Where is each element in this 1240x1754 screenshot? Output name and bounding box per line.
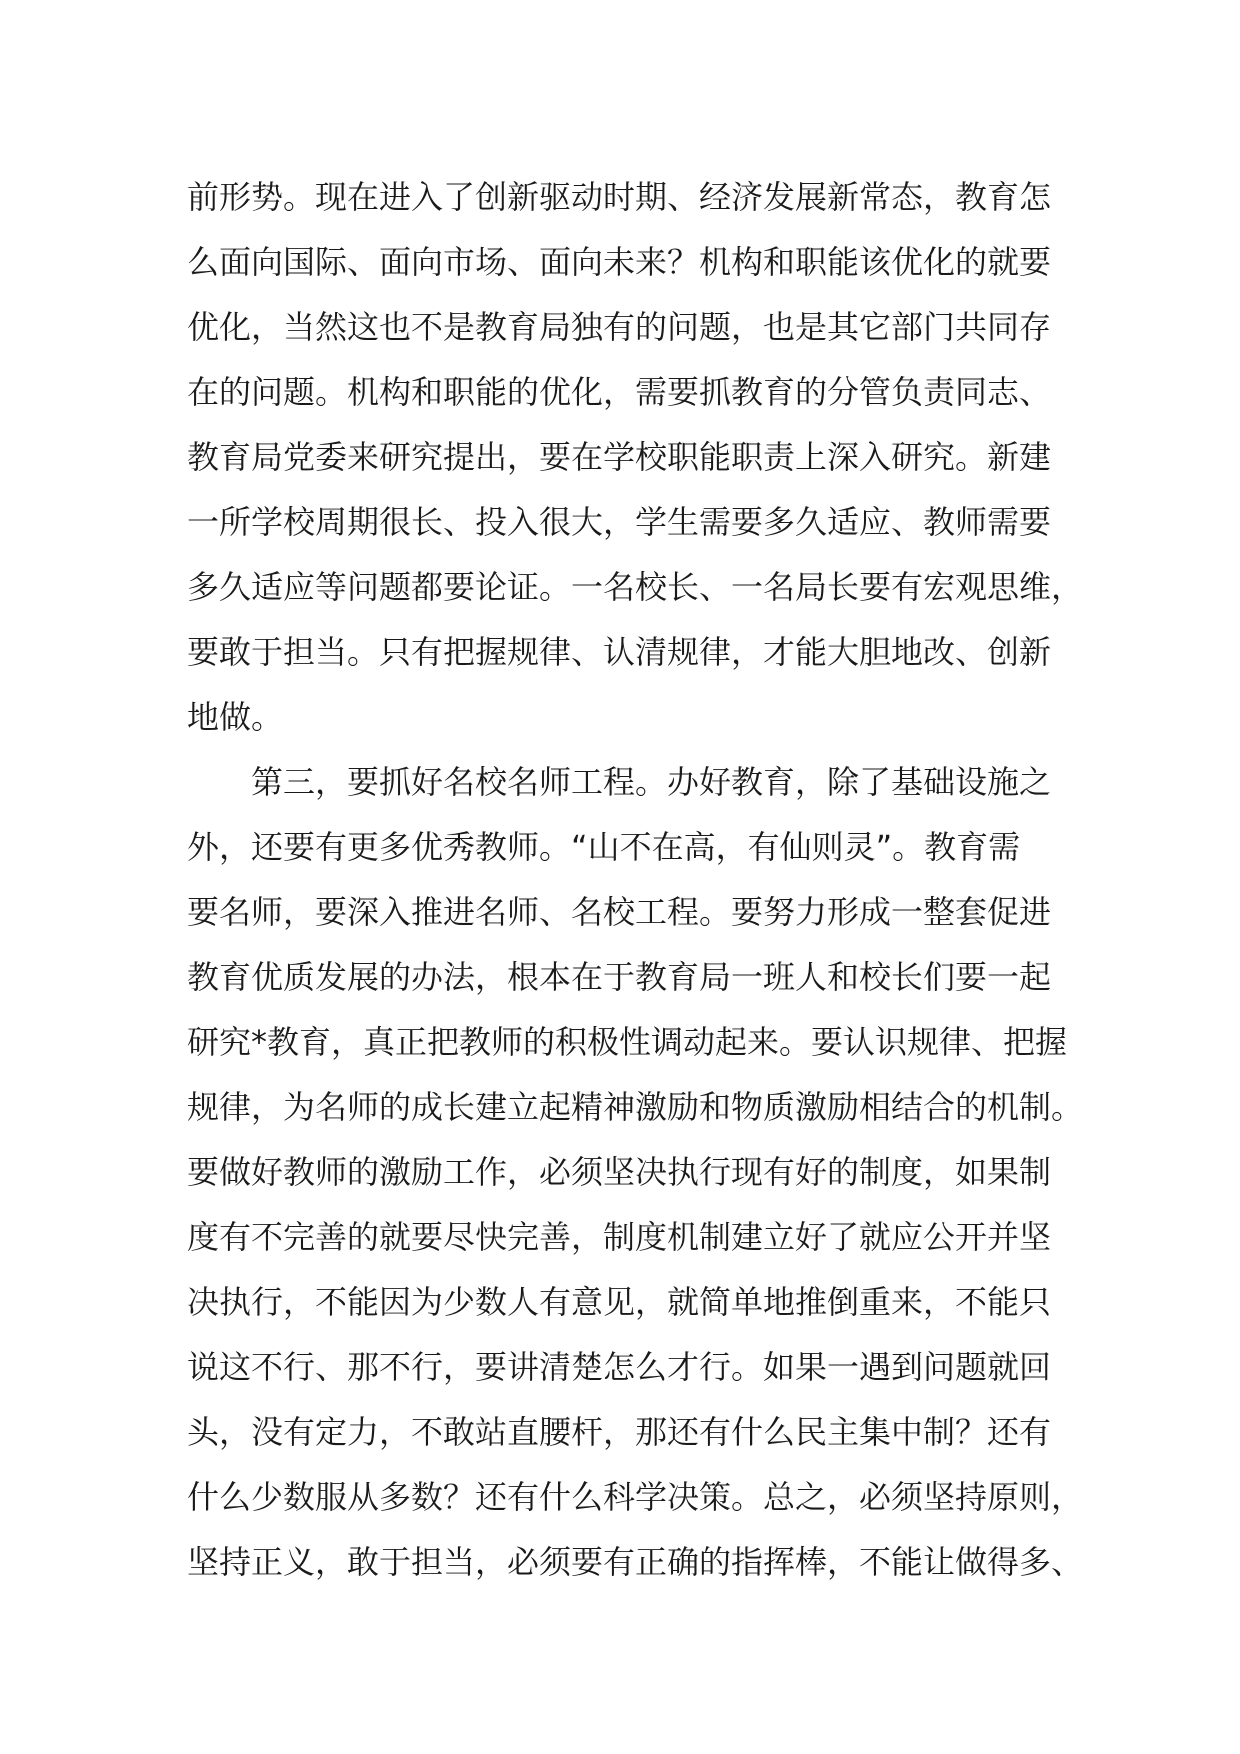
text-line: 地做。	[187, 698, 284, 736]
text-line: 坚持正义，敢于担当，必须要有正确的指挥棒，不能让做得多、	[187, 1543, 1084, 1581]
text-line: 度有不完善的就要尽快完善，制度机制建立好了就应公开并坚	[187, 1218, 1052, 1256]
text-line: 头，没有定力，不敢站直腰杆，那还有什么民主集中制？还有	[187, 1413, 1052, 1451]
body-text	[187, 165, 1087, 1595]
text-line: 一所学校周期很长、投入很大，学生需要多久适应、教师需要	[187, 503, 1052, 541]
text-line: 多久适应等问题都要论证。一名校长、一名局长要有宏观思维，	[187, 568, 1084, 606]
text-line: 教育局党委来研究提出，要在学校职能职责上深入研究。新建	[187, 438, 1052, 476]
text-line: 教育优质发展的办法，根本在于教育局一班人和校长们要一起	[187, 958, 1052, 996]
text-line: 要名师，要深入推进名师、名校工程。要努力形成一整套促进	[187, 893, 1052, 931]
text-line: 决执行，不能因为少数人有意见，就简单地推倒重来，不能只	[187, 1283, 1052, 1321]
text-line: 要敢于担当。只有把握规律、认清规律，才能大胆地改、创新	[187, 633, 1052, 671]
text-line: 什么少数服从多数？还有什么科学决策。总之，必须坚持原则，	[187, 1478, 1084, 1516]
text-line: 外，还要有更多优秀教师。“山不在高，有仙则灵”。教育需	[187, 828, 1021, 866]
text-line: 么面向国际、面向市场、面向未来？机构和职能该优化的就要	[187, 243, 1052, 281]
text-line: 在的问题。机构和职能的优化，需要抓教育的分管负责同志、	[187, 373, 1052, 411]
text-line: 优化，当然这也不是教育局独有的问题，也是其它部门共同存	[187, 308, 1052, 346]
paragraph-start-line: 第三，要抓好名校名师工程。办好教育，除了基础设施之	[251, 763, 1052, 801]
text-line: 前形势。现在进入了创新驱动时期、经济发展新常态，教育怎	[187, 178, 1052, 216]
text-line: 规律，为名师的成长建立起精神激励和物质激励相结合的机制。	[187, 1088, 1084, 1126]
text-line: 说这不行、那不行，要讲清楚怎么才行。如果一遇到问题就回	[187, 1348, 1052, 1386]
text-line: 研究*教育，真正把教师的积极性调动起来。要认识规律、把握	[187, 1023, 1068, 1061]
text-line: 要做好教师的激励工作，必须坚决执行现有好的制度，如果制	[187, 1153, 1052, 1191]
